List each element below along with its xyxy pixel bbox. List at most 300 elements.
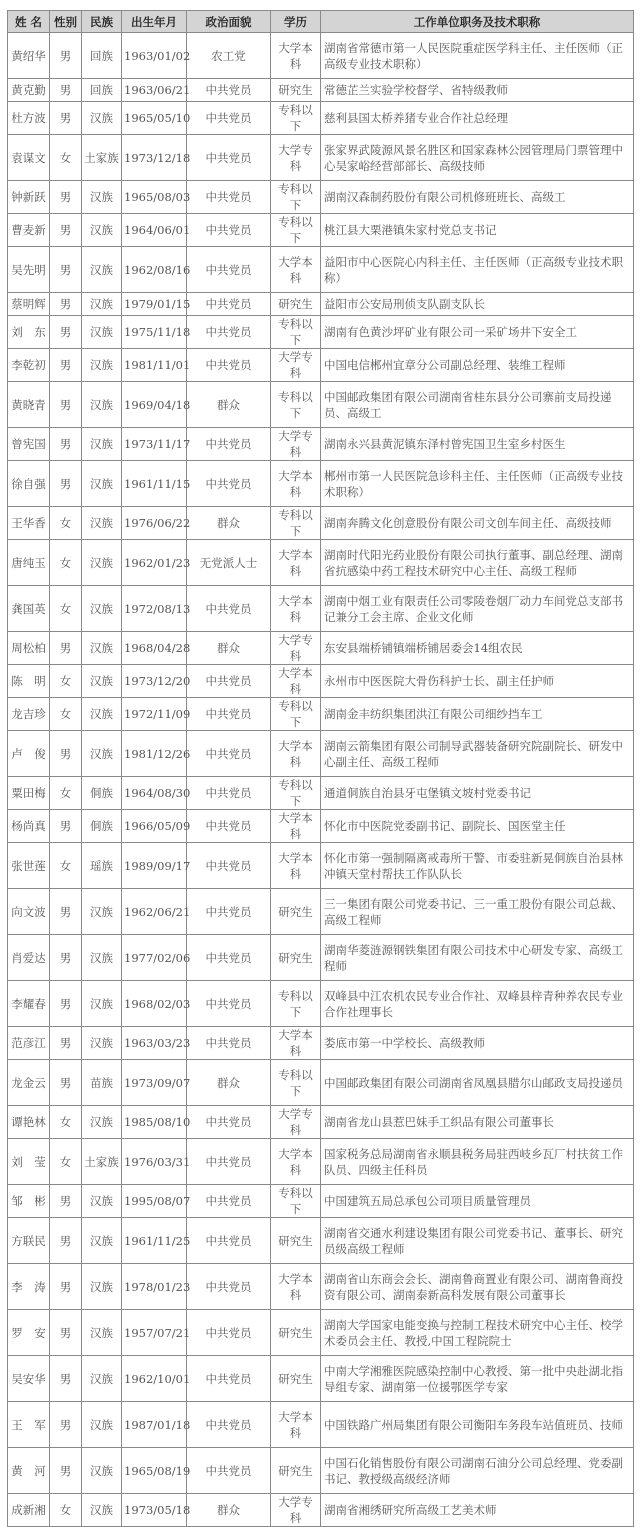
cell-sex: 女	[50, 698, 82, 731]
cell-sex: 男	[50, 1218, 82, 1264]
table-row	[8, 1060, 634, 1106]
cell-ethnicity: 汉族	[82, 981, 122, 1027]
cell-ethnicity: 汉族	[82, 214, 122, 247]
cell-job: 双峰县中江农机农民专业合作社、双峰县梓青种养农民专业合作社理事长	[321, 981, 634, 1027]
cell-ethnicity: 汉族	[82, 1264, 122, 1310]
table-row	[8, 135, 634, 181]
cell-name: 曾宪国	[8, 428, 50, 461]
cell-education: 专科以下	[271, 316, 321, 349]
cell-political: 中共党员	[187, 698, 271, 731]
cell-political: 中共党员	[187, 316, 271, 349]
header-name: 姓 名	[8, 11, 50, 33]
cell-job: 湖南省山东商会会长、湖南鲁商置业有限公司、湖南鲁商投资有限公司、湖南泰新高科发展有限公司董事长	[321, 1264, 634, 1310]
table-row	[8, 1402, 634, 1448]
cell-ethnicity: 汉族	[82, 349, 122, 382]
cell-education: 大学本科	[271, 1139, 321, 1185]
cell-job: 永州市中医医院大骨伤科护士长、副主任护师	[321, 665, 634, 698]
cell-ethnicity: 回族	[82, 79, 122, 102]
table-row	[8, 632, 634, 665]
cell-dob: 1985/08/10	[122, 1106, 187, 1139]
table-row	[8, 1494, 634, 1527]
cell-ethnicity: 瑶族	[82, 843, 122, 889]
cell-dob: 1963/01/02	[122, 33, 187, 79]
cell-sex: 女	[50, 843, 82, 889]
cell-sex: 男	[50, 632, 82, 665]
cell-education: 大学本科	[271, 731, 321, 777]
table-row	[8, 665, 634, 698]
honorees-table	[7, 10, 634, 1527]
cell-name: 龚国英	[8, 586, 50, 632]
cell-sex: 男	[50, 102, 82, 135]
cell-ethnicity: 汉族	[82, 1448, 122, 1494]
cell-education: 研究生	[271, 1310, 321, 1356]
cell-political: 中共党员	[187, 247, 271, 293]
cell-name: 黄 河	[8, 1448, 50, 1494]
cell-name: 陈 明	[8, 665, 50, 698]
cell-political: 中共党员	[187, 777, 271, 810]
cell-name: 向文波	[8, 889, 50, 935]
cell-education: 研究生	[271, 889, 321, 935]
table-row	[8, 1356, 634, 1402]
cell-education: 大学本科	[271, 1264, 321, 1310]
cell-job: 中国邮政集团有限公司湖南省凤凰县腊尔山邮政支局投递员	[321, 1060, 634, 1106]
cell-education: 大学本科	[271, 586, 321, 632]
cell-ethnicity: 汉族	[82, 382, 122, 428]
cell-ethnicity: 汉族	[82, 247, 122, 293]
cell-political: 群众	[187, 1494, 271, 1527]
cell-education: 研究生	[271, 79, 321, 102]
cell-sex: 女	[50, 777, 82, 810]
cell-job: 湖南中烟工业有限责任公司零陵卷烟厂动力车间党总支部书记兼分工会主席、企业文化师	[321, 586, 634, 632]
cell-sex: 男	[50, 349, 82, 382]
cell-political: 中共党员	[187, 889, 271, 935]
cell-political: 中共党员	[187, 843, 271, 889]
cell-job: 湖南华菱涟源钢铁集团有限公司技术中心研发专家、高级工程师	[321, 935, 634, 981]
cell-political: 群众	[187, 382, 271, 428]
cell-ethnicity: 汉族	[82, 428, 122, 461]
cell-political: 中共党员	[187, 586, 271, 632]
cell-sex: 男	[50, 33, 82, 79]
table-row	[8, 461, 634, 507]
cell-job: 国家税务总局湖南省永顺县税务局驻西岐乡瓦厂村扶贫工作队员、四级主任科员	[321, 1139, 634, 1185]
cell-ethnicity: 汉族	[82, 540, 122, 586]
cell-education: 专科以下	[271, 981, 321, 1027]
cell-sex: 女	[50, 540, 82, 586]
cell-job: 张家界武陵源风景名胜区和国家森林公园管理局门票管理中心吴家峪经营部部长、高级技师	[321, 135, 634, 181]
cell-sex: 男	[50, 461, 82, 507]
table-row	[8, 293, 634, 316]
cell-dob: 1968/02/03	[122, 981, 187, 1027]
cell-dob: 1978/01/23	[122, 1264, 187, 1310]
cell-education: 大学本科	[271, 33, 321, 79]
cell-name: 杜方波	[8, 102, 50, 135]
cell-dob: 1963/06/21	[122, 79, 187, 102]
table-row	[8, 731, 634, 777]
cell-education: 专科以下	[271, 214, 321, 247]
cell-dob: 1969/04/18	[122, 382, 187, 428]
cell-job: 湖南汉森制药股份有限公司机修班班长、高级工	[321, 181, 634, 214]
cell-political: 中共党员	[187, 428, 271, 461]
cell-job: 中国石化销售股份有限公司湖南石油分公司总经理、党委副书记、教授级高级经济师	[321, 1448, 634, 1494]
cell-dob: 1965/08/03	[122, 181, 187, 214]
cell-dob: 1981/12/26	[122, 731, 187, 777]
cell-sex: 男	[50, 1264, 82, 1310]
cell-education: 大学本科	[271, 1402, 321, 1448]
cell-name: 周松柏	[8, 632, 50, 665]
table-row	[8, 214, 634, 247]
cell-ethnicity: 侗族	[82, 777, 122, 810]
cell-job: 湖南大学国家电能变换与控制工程技术研究中心主任、校学术委员会主任、教授,中国工程院院士	[321, 1310, 634, 1356]
cell-sex: 女	[50, 135, 82, 181]
cell-education: 大学本科	[271, 540, 321, 586]
cell-job: 湖南省龙山县惹巴妹手工织品有限公司董事长	[321, 1106, 634, 1139]
table-row	[8, 1185, 634, 1218]
table-row	[8, 1448, 634, 1494]
cell-political: 中共党员	[187, 461, 271, 507]
cell-job: 湖南省常德市第一人民医院重症医学科主任、主任医师（正高级专业技术职称）	[321, 33, 634, 79]
cell-name: 黄晓青	[8, 382, 50, 428]
cell-dob: 1962/01/23	[122, 540, 187, 586]
cell-ethnicity: 汉族	[82, 293, 122, 316]
cell-name: 粟田梅	[8, 777, 50, 810]
cell-sex: 男	[50, 810, 82, 843]
cell-dob: 1976/03/31	[122, 1139, 187, 1185]
header-ethnicity: 民族	[82, 11, 122, 33]
cell-job: 中南大学湘雅医院感染控制中心教授、第一批中央赴湖北指导组专家、湖南第一位援鄂医学专家	[321, 1356, 634, 1402]
cell-ethnicity: 汉族	[82, 586, 122, 632]
cell-name: 李耀春	[8, 981, 50, 1027]
table-row	[8, 777, 634, 810]
cell-name: 谭艳林	[8, 1106, 50, 1139]
cell-name: 王 军	[8, 1402, 50, 1448]
cell-sex: 男	[50, 181, 82, 214]
cell-ethnicity: 回族	[82, 33, 122, 79]
cell-dob: 1961/11/25	[122, 1218, 187, 1264]
cell-education: 大学本科	[271, 665, 321, 698]
cell-sex: 男	[50, 1185, 82, 1218]
cell-name: 唐纯玉	[8, 540, 50, 586]
cell-name: 袁谋文	[8, 135, 50, 181]
cell-name: 徐自强	[8, 461, 50, 507]
table-row	[8, 102, 634, 135]
cell-ethnicity: 侗族	[82, 810, 122, 843]
table-row	[8, 981, 634, 1027]
cell-dob: 1973/11/17	[122, 428, 187, 461]
cell-sex: 男	[50, 981, 82, 1027]
cell-job: 中国建筑五局总承包公司项目质量管理员	[321, 1185, 634, 1218]
cell-political: 中共党员	[187, 102, 271, 135]
cell-ethnicity: 汉族	[82, 1494, 122, 1527]
table-row	[8, 698, 634, 731]
cell-name: 刘 莹	[8, 1139, 50, 1185]
cell-name: 吴安华	[8, 1356, 50, 1402]
cell-name: 吴先明	[8, 247, 50, 293]
cell-job: 湖南奔腾文化创意股份有限公司文创车间主任、高级技师	[321, 507, 634, 540]
cell-sex: 女	[50, 665, 82, 698]
cell-education: 专科以下	[271, 382, 321, 428]
cell-name: 成新湘	[8, 1494, 50, 1527]
cell-education: 大学专科	[271, 349, 321, 382]
cell-dob: 1987/01/18	[122, 1402, 187, 1448]
cell-political: 中共党员	[187, 214, 271, 247]
cell-ethnicity: 土家族	[82, 1139, 122, 1185]
cell-dob: 1973/09/07	[122, 1060, 187, 1106]
cell-sex: 男	[50, 316, 82, 349]
cell-job: 中国电信郴州宜章分公司副总经理、装维工程师	[321, 349, 634, 382]
cell-political: 中共党员	[187, 665, 271, 698]
cell-sex: 男	[50, 79, 82, 102]
cell-political: 中共党员	[187, 1139, 271, 1185]
cell-education: 大学专科	[271, 632, 321, 665]
cell-sex: 女	[50, 1106, 82, 1139]
cell-job: 怀化市中医院党委副书记、副院长、国医堂主任	[321, 810, 634, 843]
cell-dob: 1962/06/21	[122, 889, 187, 935]
cell-dob: 1977/02/06	[122, 935, 187, 981]
cell-ethnicity: 汉族	[82, 1356, 122, 1402]
cell-job: 通道侗族自治县牙屯堡镇文坡村党委书记	[321, 777, 634, 810]
table-row	[8, 1139, 634, 1185]
cell-name: 龙金云	[8, 1060, 50, 1106]
cell-ethnicity: 汉族	[82, 461, 122, 507]
cell-political: 中共党员	[187, 1185, 271, 1218]
cell-political: 中共党员	[187, 935, 271, 981]
cell-ethnicity: 汉族	[82, 1218, 122, 1264]
table-row	[8, 382, 634, 428]
cell-political: 群众	[187, 507, 271, 540]
cell-dob: 1979/01/15	[122, 293, 187, 316]
table-row	[8, 889, 634, 935]
cell-job: 慈利县国太桥养猪专业合作社总经理	[321, 102, 634, 135]
cell-ethnicity: 汉族	[82, 731, 122, 777]
cell-education: 研究生	[271, 1356, 321, 1402]
cell-name: 黄克勤	[8, 79, 50, 102]
table-row	[8, 810, 634, 843]
table-header-row	[8, 11, 634, 33]
header-political: 政治面貌	[187, 11, 271, 33]
cell-name: 蔡明辉	[8, 293, 50, 316]
cell-political: 中共党员	[187, 181, 271, 214]
cell-education: 大学本科	[271, 247, 321, 293]
cell-dob: 1989/09/17	[122, 843, 187, 889]
cell-sex: 女	[50, 1494, 82, 1527]
cell-job: 湖南有色黄沙坪矿业有限公司一采矿场井下安全工	[321, 316, 634, 349]
cell-name: 黄绍华	[8, 33, 50, 79]
cell-ethnicity: 汉族	[82, 1027, 122, 1060]
cell-job: 常德芷兰实验学校督学、省特级教师	[321, 79, 634, 102]
cell-sex: 女	[50, 1139, 82, 1185]
table-row	[8, 247, 634, 293]
table-row	[8, 1264, 634, 1310]
cell-sex: 女	[50, 586, 82, 632]
table-row	[8, 349, 634, 382]
cell-political: 无党派人士	[187, 540, 271, 586]
cell-dob: 1972/11/09	[122, 698, 187, 731]
cell-name: 卢 俊	[8, 731, 50, 777]
cell-education: 大学专科	[271, 1494, 321, 1527]
cell-dob: 1975/11/18	[122, 316, 187, 349]
cell-ethnicity: 苗族	[82, 1060, 122, 1106]
header-education: 学历	[271, 11, 321, 33]
cell-name: 杨尚真	[8, 810, 50, 843]
cell-dob: 1965/08/19	[122, 1448, 187, 1494]
cell-ethnicity: 汉族	[82, 507, 122, 540]
cell-education: 大学本科	[271, 843, 321, 889]
cell-education: 专科以下	[271, 507, 321, 540]
cell-education: 大学专科	[271, 135, 321, 181]
cell-ethnicity: 汉族	[82, 1402, 122, 1448]
cell-dob: 1981/11/01	[122, 349, 187, 382]
cell-job: 三一集团有限公司党委书记、三一重工股份有限公司总裁、高级工程师	[321, 889, 634, 935]
cell-sex: 男	[50, 1060, 82, 1106]
table-row	[8, 79, 634, 102]
cell-name: 邹 彬	[8, 1185, 50, 1218]
cell-education: 大学本科	[271, 1027, 321, 1060]
cell-education: 研究生	[271, 935, 321, 981]
cell-political: 中共党员	[187, 349, 271, 382]
table-row	[8, 586, 634, 632]
cell-dob: 1973/12/18	[122, 135, 187, 181]
cell-name: 刘 东	[8, 316, 50, 349]
table-row	[8, 935, 634, 981]
cell-sex: 男	[50, 1356, 82, 1402]
cell-ethnicity: 汉族	[82, 181, 122, 214]
table-row	[8, 316, 634, 349]
cell-dob: 1968/04/28	[122, 632, 187, 665]
cell-name: 曹麦新	[8, 214, 50, 247]
cell-education: 专科以下	[271, 777, 321, 810]
cell-political: 中共党员	[187, 810, 271, 843]
table-row	[8, 1106, 634, 1139]
header-sex: 性别	[50, 11, 82, 33]
cell-sex: 男	[50, 1448, 82, 1494]
cell-job: 湖南省交通水利建设集团有限公司党委书记、董事长、研究员级高级工程师	[321, 1218, 634, 1264]
cell-sex: 男	[50, 935, 82, 981]
cell-sex: 男	[50, 1027, 82, 1060]
cell-political: 中共党员	[187, 1027, 271, 1060]
cell-dob: 1957/07/21	[122, 1310, 187, 1356]
cell-political: 中共党员	[187, 1264, 271, 1310]
cell-job: 郴州市第一人民医院急诊科主任、主任医师（正高级专业技术职称）	[321, 461, 634, 507]
cell-ethnicity: 汉族	[82, 889, 122, 935]
cell-political: 中共党员	[187, 293, 271, 316]
cell-sex: 男	[50, 1402, 82, 1448]
cell-political: 中共党员	[187, 981, 271, 1027]
cell-ethnicity: 汉族	[82, 665, 122, 698]
cell-political: 中共党员	[187, 135, 271, 181]
cell-sex: 男	[50, 1310, 82, 1356]
table-row	[8, 540, 634, 586]
cell-job: 湖南云箭集团有限公司制导武器装备研究院副院长、研发中心副主任、高级工程师	[321, 731, 634, 777]
cell-political: 中共党员	[187, 79, 271, 102]
cell-dob: 1962/08/16	[122, 247, 187, 293]
cell-dob: 1995/08/07	[122, 1185, 187, 1218]
cell-ethnicity: 汉族	[82, 316, 122, 349]
cell-job: 湖南永兴县黄泥镇东泽村曾宪国卫生室乡村医生	[321, 428, 634, 461]
cell-political: 中共党员	[187, 1356, 271, 1402]
cell-dob: 1976/06/22	[122, 507, 187, 540]
cell-sex: 男	[50, 293, 82, 316]
cell-sex: 男	[50, 382, 82, 428]
cell-name: 钟新跃	[8, 181, 50, 214]
cell-ethnicity: 汉族	[82, 698, 122, 731]
cell-education: 研究生	[271, 1448, 321, 1494]
cell-political: 中共党员	[187, 1310, 271, 1356]
cell-education: 专科以下	[271, 698, 321, 731]
cell-ethnicity: 汉族	[82, 1106, 122, 1139]
cell-political: 中共党员	[187, 731, 271, 777]
cell-education: 大学专科	[271, 428, 321, 461]
cell-name: 方联民	[8, 1218, 50, 1264]
cell-dob: 1964/08/30	[122, 777, 187, 810]
table-row	[8, 33, 634, 79]
cell-job: 中国铁路广州局集团有限公司衡阳车务段车站值班员、技师	[321, 1402, 634, 1448]
cell-name: 张世莲	[8, 843, 50, 889]
cell-job: 东安县端桥铺镇端桥铺居委会14组农民	[321, 632, 634, 665]
cell-dob: 1966/05/09	[122, 810, 187, 843]
cell-ethnicity: 土家族	[82, 135, 122, 181]
cell-sex: 男	[50, 428, 82, 461]
cell-name: 李 涛	[8, 1264, 50, 1310]
cell-education: 专科以下	[271, 102, 321, 135]
cell-job: 益阳市中心医院心内科主任、主任医师（正高级专业技术职称）	[321, 247, 634, 293]
cell-political: 群众	[187, 632, 271, 665]
cell-political: 中共党员	[187, 1218, 271, 1264]
cell-sex: 男	[50, 731, 82, 777]
cell-job: 益阳市公安局刑侦支队副支队长	[321, 293, 634, 316]
cell-ethnicity: 汉族	[82, 1185, 122, 1218]
cell-sex: 男	[50, 214, 82, 247]
cell-education: 研究生	[271, 1218, 321, 1264]
cell-job: 湖南金丰纺织集团洪江有限公司细纱挡车工	[321, 698, 634, 731]
cell-dob: 1973/12/20	[122, 665, 187, 698]
cell-political: 群众	[187, 1060, 271, 1106]
cell-dob: 1961/11/15	[122, 461, 187, 507]
header-dob: 出生年月	[122, 11, 187, 33]
table-row	[8, 843, 634, 889]
cell-job: 湖南时代阳光药业股份有限公司执行董事、副总经理、湖南省抗感染中药工程技术研究中心主任、高级工程师	[321, 540, 634, 586]
cell-education: 大学本科	[271, 810, 321, 843]
cell-job: 桃江县大栗港镇朱家村党总支书记	[321, 214, 634, 247]
cell-name: 罗 安	[8, 1310, 50, 1356]
table-row	[8, 181, 634, 214]
cell-job: 中国邮政集团有限公司湖南省桂东县分公司寨前支局投递员、高级工	[321, 382, 634, 428]
cell-political: 中共党员	[187, 1106, 271, 1139]
cell-political: 农工党	[187, 33, 271, 79]
cell-dob: 1972/08/13	[122, 586, 187, 632]
cell-ethnicity: 汉族	[82, 1310, 122, 1356]
table-row	[8, 1310, 634, 1356]
cell-ethnicity: 汉族	[82, 935, 122, 981]
table-row	[8, 1027, 634, 1060]
cell-dob: 1964/06/01	[122, 214, 187, 247]
cell-education: 研究生	[271, 293, 321, 316]
cell-education: 大学专科	[271, 1106, 321, 1139]
cell-job: 娄底市第一中学校长、高级教师	[321, 1027, 634, 1060]
cell-name: 范彦江	[8, 1027, 50, 1060]
cell-political: 中共党员	[187, 1448, 271, 1494]
cell-job: 湖南省湘绣研究所高级工艺美术师	[321, 1494, 634, 1527]
cell-education: 专科以下	[271, 1185, 321, 1218]
cell-name: 李乾初	[8, 349, 50, 382]
cell-dob: 1965/05/10	[122, 102, 187, 135]
cell-ethnicity: 汉族	[82, 102, 122, 135]
cell-education: 大学本科	[271, 461, 321, 507]
cell-name: 王华香	[8, 507, 50, 540]
cell-sex: 女	[50, 507, 82, 540]
table-body	[8, 33, 634, 1527]
cell-sex: 男	[50, 889, 82, 935]
cell-dob: 1962/10/01	[122, 1356, 187, 1402]
